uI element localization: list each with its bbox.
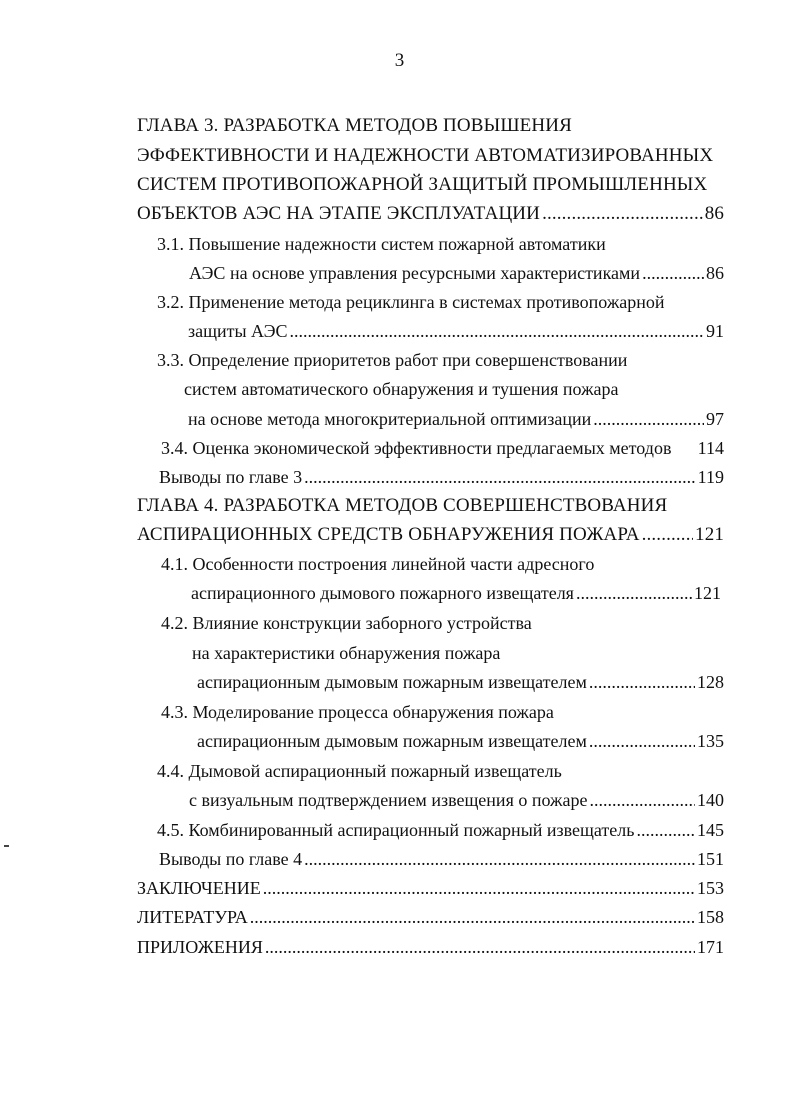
toc-s4-2-line1: 4.2. Влияние конструкции заборного устройства [161,613,532,633]
toc-s3-3-line1: 3.3. Определение приоритетов работ при совершенствовании [157,350,628,370]
toc-page-number: 119 [697,467,724,487]
toc-page-number: 135 [697,731,724,751]
dot-leader [304,848,695,870]
toc-entry-s4-3[interactable]: аспирационным дымовым пожарным извещателем ..... 135 [197,730,724,752]
dot-leader [593,408,704,430]
toc-page-number: 121 [695,524,724,545]
page-number: 3 [394,50,405,71]
toc-page-number: 114 [697,438,724,458]
toc-entry-appendices[interactable]: ПРИЛОЖЕНИЯ ..... 171 [137,936,724,958]
toc-entry-ch3[interactable]: ОБЪЕКТОВ АЭС НА ЭТАПЕ ЭКСПЛУАТАЦИИ ..... 86 [137,203,724,225]
toc-page-number: 86 [706,263,724,283]
toc-entry-literature[interactable]: ЛИТЕРАТУРА ..... 158 [137,906,724,928]
toc-s4-4-line1: 4.4. Дымовой аспирационный пожарный извещатель [157,761,562,781]
toc-ch4-line1: ГЛАВА 4. РАЗРАБОТКА МЕТОДОВ СОВЕРШЕНСТВОВАНИЯ [137,495,668,516]
toc-page-number: 128 [697,672,724,692]
dot-leader [642,262,704,284]
toc-entry-ch4[interactable]: АСПИРАЦИОННЫХ СРЕДСТВ ОБНАРУЖЕНИЯ ПОЖАРА ..... 121 [137,524,724,546]
dot-leader [576,582,692,604]
dot-leader [250,906,695,928]
dot-leader [265,936,695,958]
toc-s3-3-line2: систем автоматического обнаружения и тушения пожара [184,379,619,399]
toc-page-number: 153 [697,878,724,898]
toc-entry-s4-2[interactable]: аспирационным дымовым пожарным извещателем ..... 128 [197,671,724,693]
toc-entry-s4-1[interactable]: аспирационного дымового пожарного извещателя ..... 121 [191,582,721,604]
toc-s3-2-line1: 3.2. Применение метода рециклинга в системах противопожарной [157,292,665,312]
toc-page-number: 140 [697,790,724,810]
dot-leader [636,819,695,841]
dot-leader [542,203,703,225]
toc-s4-1-line1: 4.1. Особенности построения линейной части адресного [161,554,595,574]
dot-leader [642,524,693,546]
toc-page-number: 151 [697,849,724,869]
toc-entry-conclusions-3[interactable]: Выводы по главе 3 ..... 119 [159,466,724,488]
toc-page-number: 158 [697,907,724,927]
toc-page-number: 145 [697,820,724,840]
toc-entry-s3-1[interactable]: АЭС на основе управления ресурсными характеристиками ..... 86 [189,262,724,284]
toc-entry-s3-4[interactable]: 3.4. Оценка экономической эффективности предлагаемых методов 114 [161,438,724,458]
toc-entry-conclusion[interactable]: ЗАКЛЮЧЕНИЕ ..... 153 [137,877,724,899]
toc-s4-2-line2: на характеристики обнаружения пожара [192,643,501,663]
toc-page-number: 97 [706,409,724,429]
toc-entry-conclusions-4[interactable]: Выводы по главе 4 ..... 151 [159,848,724,870]
scan-artifact [4,845,9,847]
toc-ch3-line2: ЭФФЕКТИВНОСТИ И НАДЕЖНОСТИ АВТОМАТИЗИРОВАННЫХ [137,145,714,166]
toc-entry-s3-2[interactable]: защиты АЭС ..... 91 [188,320,724,342]
dot-leader [263,877,695,899]
dot-leader [290,320,705,342]
toc-page-number: 121 [694,583,721,603]
toc-ch3-line3: СИСТЕМ ПРОТИВОПОЖАРНОЙ ЗАЩИТЫЙ ПРОМЫШЛЕННЫХ [137,174,708,195]
toc-entry-s4-4[interactable]: с визуальным подтверждением извещения о пожаре ..... 140 [189,789,724,811]
toc-s3-1-line1: 3.1. Повышение надежности систем пожарной автоматики [157,234,606,254]
toc-entry-s3-3[interactable]: на основе метода многокритериальной оптимизации ..... 97 [188,408,724,430]
toc-entry-s4-5[interactable]: 4.5. Комбинированный аспирационный пожарный извещатель ..... 145 [157,819,724,841]
toc-page-number: 171 [697,937,724,957]
toc-page-number: 91 [706,321,724,341]
dot-leader [589,730,695,752]
toc-page-number: 86 [704,203,724,224]
toc-ch3-line1: ГЛАВА 3. РАЗРАБОТКА МЕТОДОВ ПОВЫШЕНИЯ [137,115,572,136]
toc-s4-3-line1: 4.3. Моделирование процесса обнаружения пожара [161,702,554,722]
dot-leader [589,789,695,811]
dot-leader [589,671,695,693]
dot-leader [304,466,695,488]
